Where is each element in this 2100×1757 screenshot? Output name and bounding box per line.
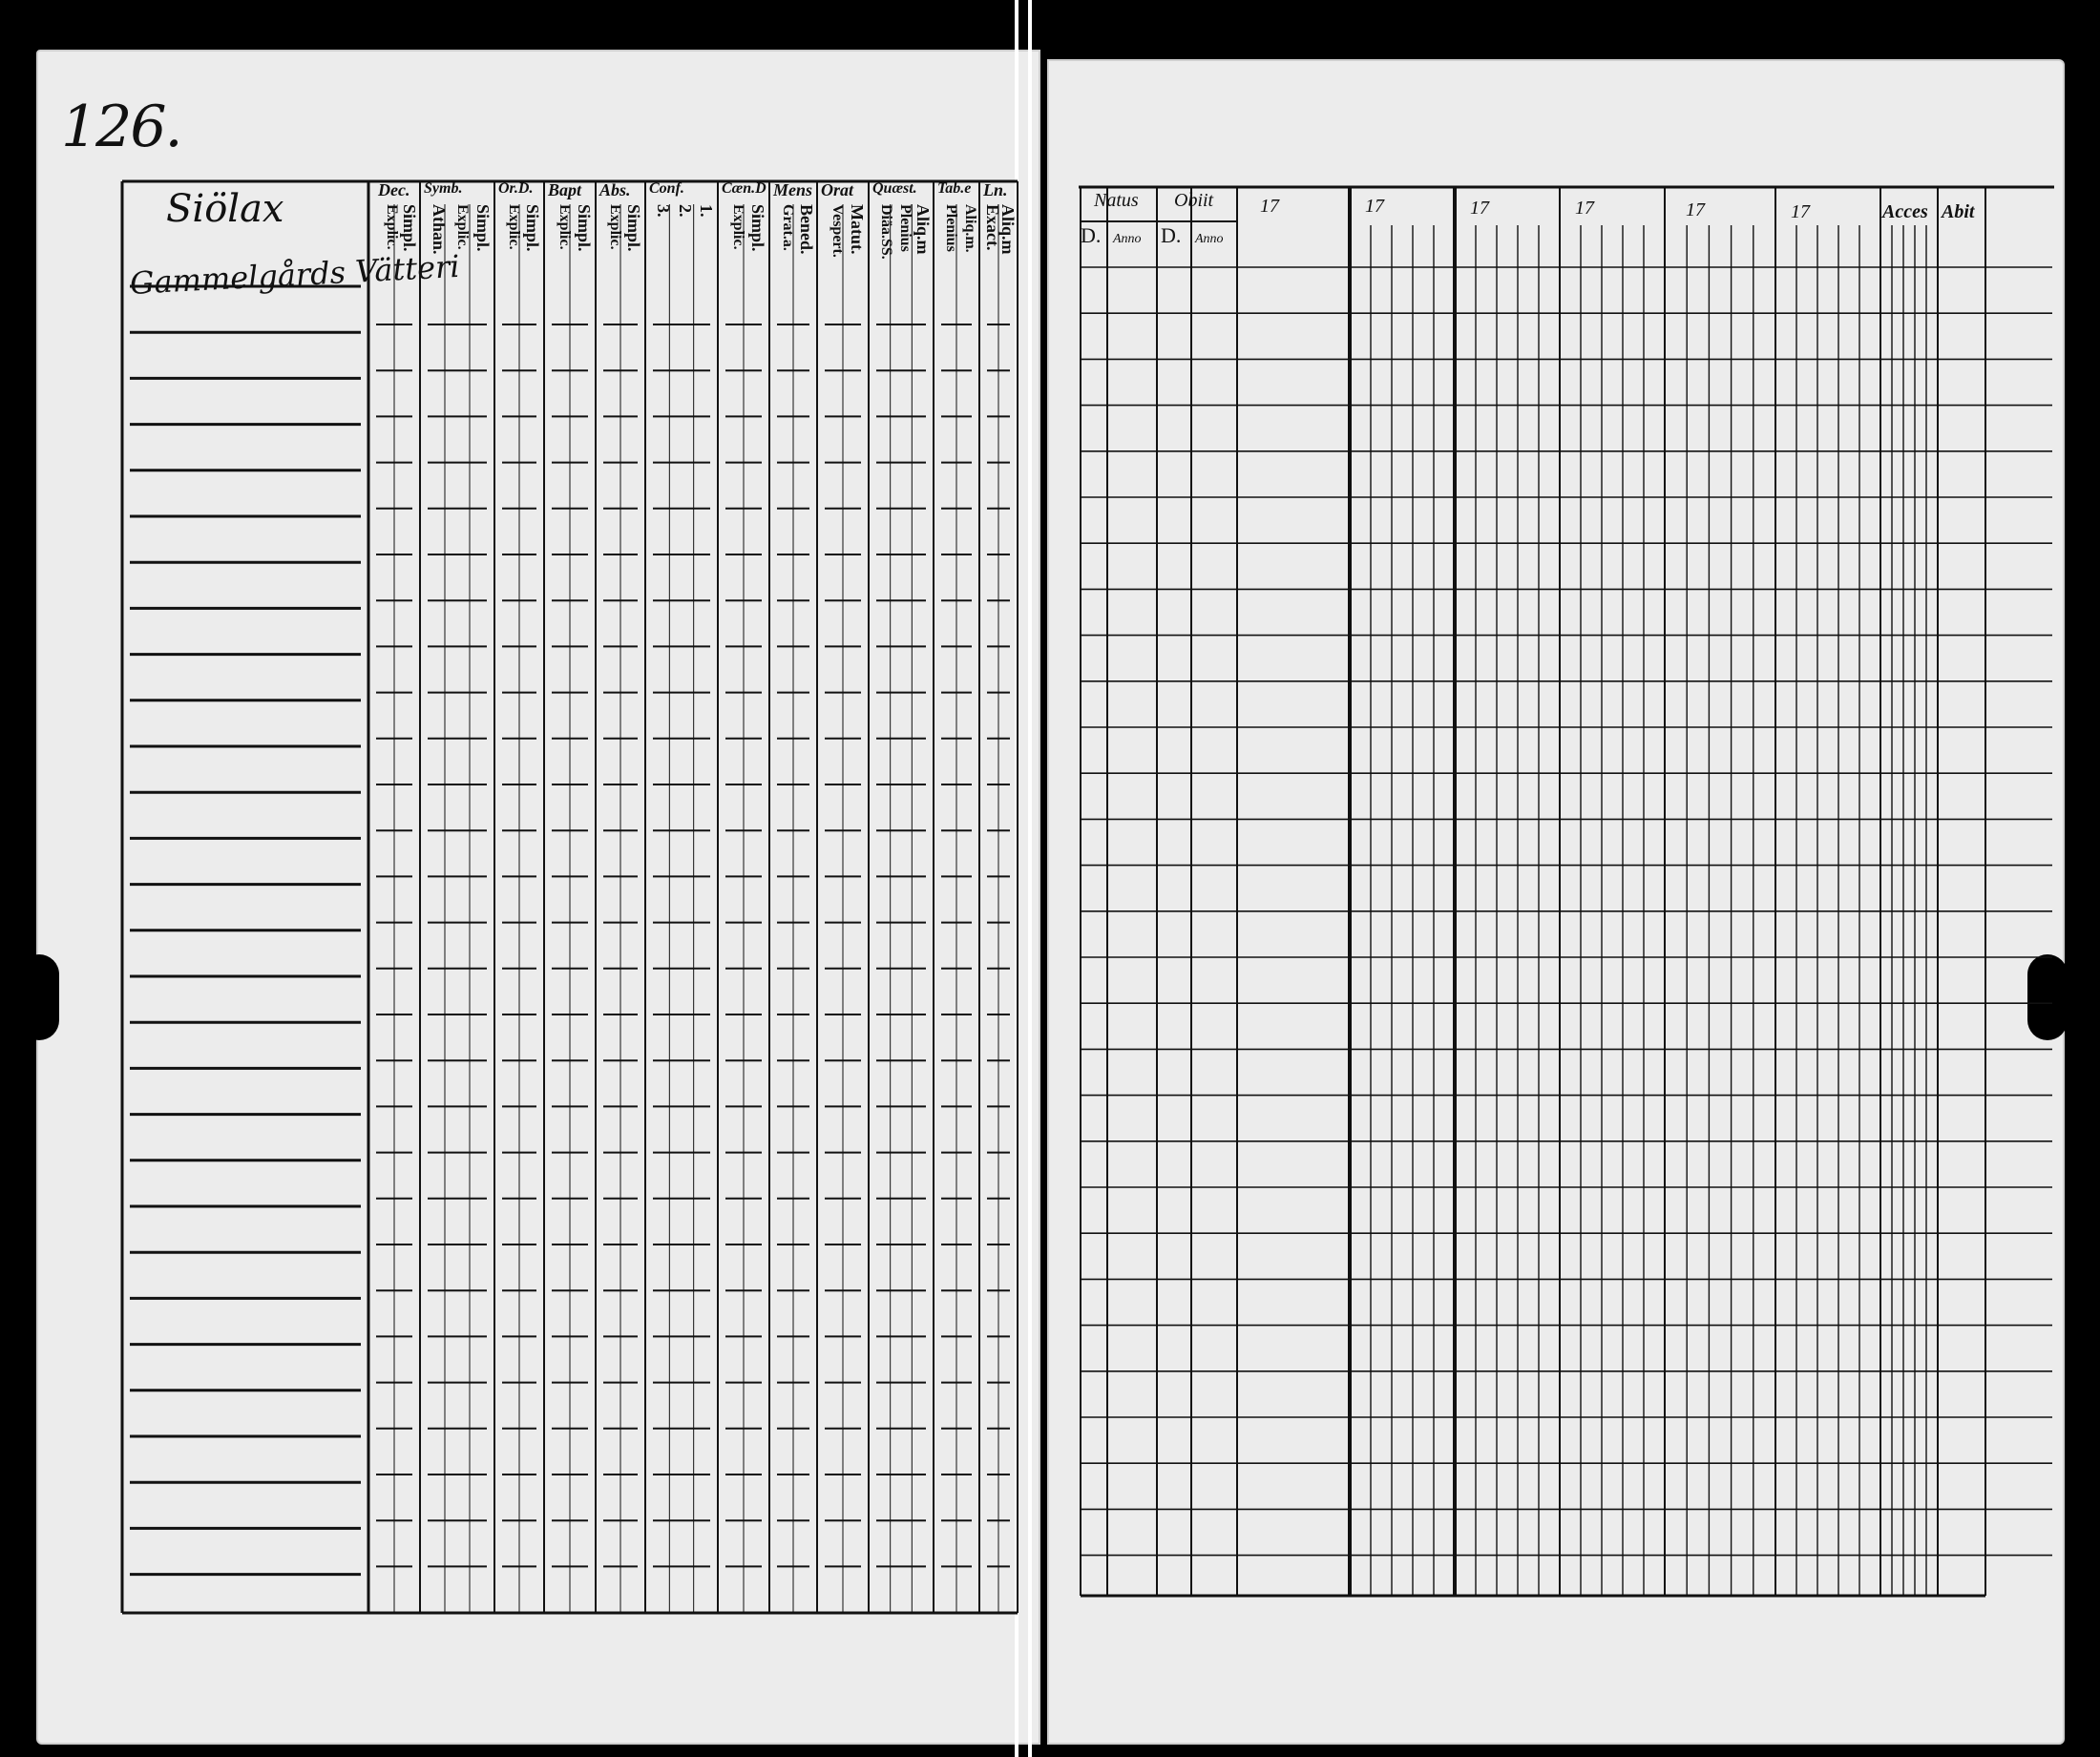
obiit-header: Obiit — [1174, 190, 1214, 211]
column-header: Dec. — [378, 180, 410, 199]
column-subheader: Athan. — [429, 204, 449, 255]
natus-day-label: D. — [1081, 223, 1102, 247]
column-subheader: Matut. — [848, 204, 867, 255]
column-subheader: Aliq.m — [914, 204, 933, 255]
village-name: Gammelgårds Vätteri — [129, 247, 461, 302]
natus-header: Natus — [1094, 190, 1139, 211]
column-subheader: 2. — [675, 204, 695, 218]
page-number: 126. — [61, 94, 181, 160]
column-header: Symb. — [424, 180, 463, 197]
year-header-4: 17 — [1575, 198, 1594, 219]
column-subheader: Simpl. — [472, 204, 493, 252]
column-subheader: Grat.a. — [779, 204, 796, 251]
year-header-1: 17 — [1260, 196, 1279, 217]
year-header-6: 17 — [1791, 201, 1810, 222]
column-header: Or.D. — [498, 180, 534, 197]
column-subheader: 3. — [654, 204, 674, 218]
column-subheader: Bened. — [796, 204, 816, 255]
accessit-header: Acces — [1882, 201, 1928, 222]
column-subheader: Explic. — [505, 204, 522, 250]
natus-year-label: Anno — [1113, 232, 1142, 246]
column-header: Abs. — [599, 180, 631, 199]
column-subheader: Plenius — [897, 204, 914, 252]
column-subheader: Simpl. — [624, 204, 644, 252]
column-subheader: Plenius — [943, 204, 959, 252]
column-subheader: Vespert. — [829, 204, 846, 258]
year-header-3: 17 — [1470, 198, 1489, 219]
column-subheader: Explic. — [606, 204, 623, 250]
column-header: Tab.e — [937, 180, 972, 197]
place-name: Siölax — [166, 187, 284, 231]
year-header-5: 17 — [1686, 199, 1705, 220]
column-subheader: Aliq.m — [998, 204, 1018, 255]
abiit-header: Abit — [1942, 201, 1975, 222]
column-subheader: Exact. — [982, 204, 1002, 251]
column-header: Orat — [821, 180, 854, 199]
column-subheader: Explic. — [453, 204, 471, 250]
obiit-year-label: Anno — [1195, 232, 1224, 246]
obiit-day-label: D. — [1161, 223, 1182, 247]
column-header: Bapt — [548, 180, 582, 199]
column-header: Mens — [773, 180, 813, 199]
column-header: Ln. — [983, 180, 1008, 199]
column-subheader: Explic. — [556, 204, 573, 250]
column-header: Conf. — [649, 180, 684, 197]
year-header-2: 17 — [1365, 196, 1384, 217]
column-subheader: Simpl. — [523, 204, 543, 252]
column-subheader: Simpl. — [748, 204, 767, 252]
column-subheader: Aliq.m. — [962, 204, 978, 253]
column-header: Cæn.D — [722, 180, 766, 197]
column-subheader: Diäa.SS. — [878, 204, 894, 260]
column-subheader: 1. — [697, 204, 717, 218]
column-subheader: Simpl. — [400, 204, 419, 252]
column-subheader: Simpl. — [575, 204, 594, 252]
column-subheader: Explic. — [729, 204, 746, 250]
column-header: Quæst. — [872, 180, 917, 197]
column-subheader: Explic. — [384, 204, 400, 250]
